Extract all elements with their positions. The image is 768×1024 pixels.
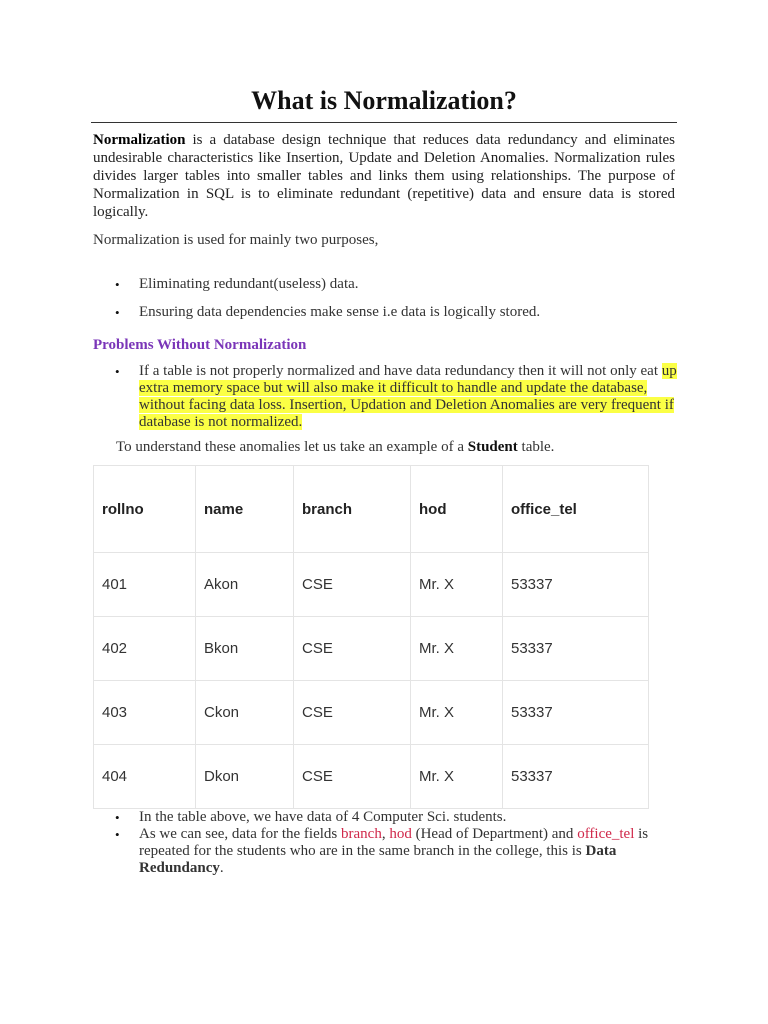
table-row <box>94 745 649 809</box>
column-header: office_tel <box>503 466 649 553</box>
table-cell: CSE <box>294 553 411 617</box>
table-cell: 53337 <box>503 617 649 681</box>
note-text: As we can see, data for the fields <box>139 826 342 842</box>
table-cell: 404 <box>94 745 196 809</box>
table-intro <box>116 439 554 456</box>
intro-term: Normalization <box>93 132 186 148</box>
table-cell: Bkon <box>196 617 294 681</box>
table-header-row <box>94 466 649 553</box>
problem-text: If a table is not properly normalized and have data redundancy then it will not only eat <box>139 363 662 379</box>
purposes-list <box>139 276 679 332</box>
field-keyword: hod <box>389 826 412 842</box>
column-header: branch <box>294 466 411 553</box>
table-cell: CSE <box>294 745 411 809</box>
table-cell: Mr. X <box>411 617 503 681</box>
table-cell: 53337 <box>503 745 649 809</box>
table-intro-end: table. <box>517 439 555 455</box>
table-cell: CSE <box>294 617 411 681</box>
table-cell: 401 <box>94 553 196 617</box>
table-cell: 402 <box>94 617 196 681</box>
note-bold: Data Redundancy <box>139 843 617 876</box>
title-divider <box>91 122 677 123</box>
field-keyword: branch <box>341 826 382 842</box>
table-cell: Akon <box>196 553 294 617</box>
table-cell: 403 <box>94 681 196 745</box>
intro-text: is a database design technique that reduces data redundancy and eliminates undesirable characteristics like Insertion, Update and Deletion Anomalies. Normalization rules divides larger tables into smaller tables and links them using relationships. The purpose of Normalization in SQL is to eliminate redundant (repetitive) data and ensure data is stored logically. <box>93 132 675 220</box>
table-cell: CSE <box>294 681 411 745</box>
page-title: What is Normalization? <box>251 86 517 115</box>
table-intro-text: To understand these anomalies let us take an example of a <box>116 439 468 455</box>
table-row <box>94 617 649 681</box>
note-text: (Head of Department) and <box>411 826 578 842</box>
list-item: • Eliminating redundant(useless) data. <box>139 276 679 293</box>
list-item <box>139 826 659 877</box>
table-intro-bold: Student <box>467 439 518 455</box>
list-item: • Ensuring data dependencies make sense i.e data is logically stored. <box>139 304 679 321</box>
table-cell: 53337 <box>503 553 649 617</box>
notes-list <box>139 809 659 877</box>
table-cell: 53337 <box>503 681 649 745</box>
table-row <box>94 681 649 745</box>
list-item <box>139 363 679 431</box>
table-cell: Dkon <box>196 745 294 809</box>
table-cell: Mr. X <box>411 681 503 745</box>
note-text: is repeated for the students who are in the same branch in the college, this is <box>139 826 649 859</box>
note-text: . <box>219 860 224 876</box>
column-header: name <box>196 466 294 553</box>
purposes-intro: Normalization is used for mainly two purposes, <box>93 232 379 248</box>
field-keyword: office_tel <box>577 826 635 842</box>
table-row <box>94 553 649 617</box>
list-item: • In the table above, we have data of 4 Computer Sci. students. <box>139 809 659 826</box>
table-cell: Mr. X <box>411 553 503 617</box>
student-table <box>93 465 649 809</box>
problem-list <box>139 363 679 431</box>
column-header: hod <box>411 466 503 553</box>
intro-paragraph <box>93 131 675 221</box>
table-cell: Mr. X <box>411 745 503 809</box>
column-header: rollno <box>94 466 196 553</box>
highlighted-text: up extra memory space but will also make it difficult to handle and update the database, without facing data loss. Insertion, Updation and Deletion Anomalies are very frequent if database is not normalized. <box>139 363 677 430</box>
table-cell: Ckon <box>196 681 294 745</box>
note-text: , <box>381 826 390 842</box>
section-heading: Problems Without Normalization <box>93 337 307 353</box>
